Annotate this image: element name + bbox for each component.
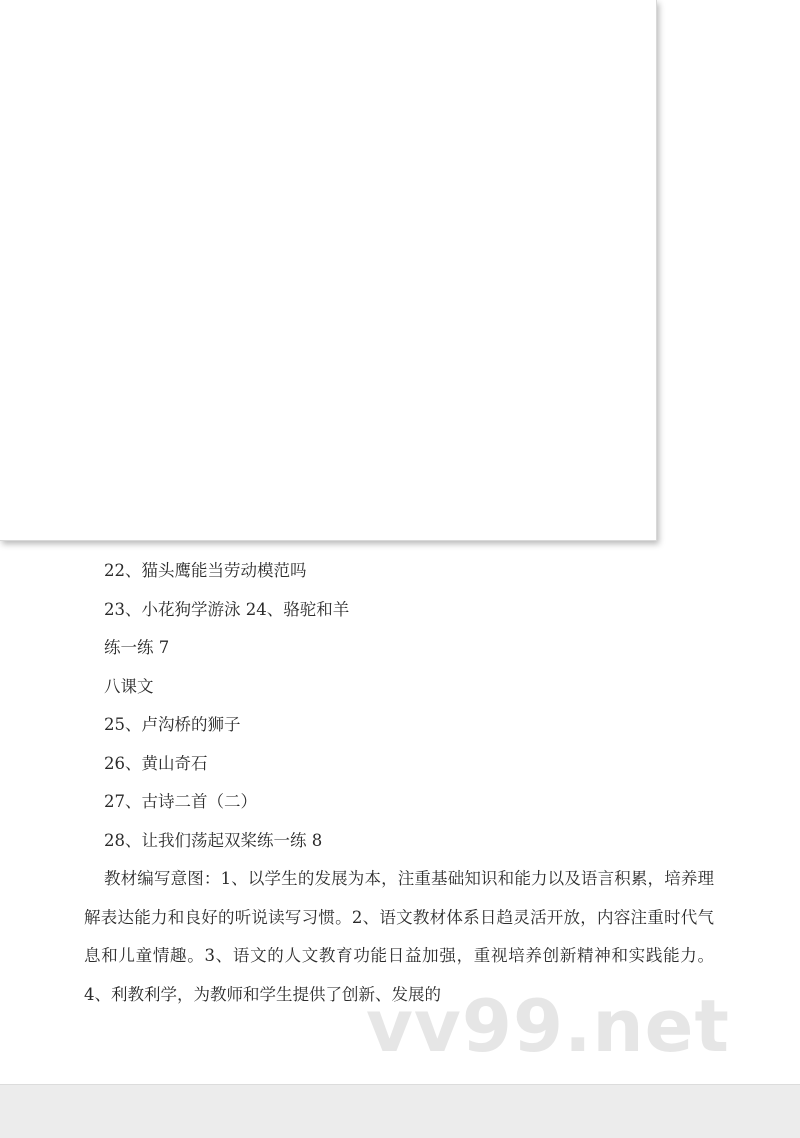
body-paragraph: 教材编写意图：1、以学生的发展为本，注重基础知识和能力以及语言积累，培养理解表达能力和良好的听说读写习惯。2、语文教材体系日趋灵活开放，内容注重时代气息和儿童情趣。3、语文的人文教育功能日益加强，重视培养创新精神和实践能力。4、利教利学，为教师和学生提供了创新、发展的 xyxy=(84,869,714,1004)
toc-line-23-24: 23、小花狗学游泳 24、骆驼和羊 xyxy=(104,599,350,619)
toc-line-practice-7: 练一练 7 xyxy=(104,638,170,657)
toc-line-22: 22、猫头鹰能当劳动模范吗 xyxy=(104,561,307,580)
toc-line-27: 27、古诗二首（二） xyxy=(104,792,257,811)
bottom-bar xyxy=(0,1084,800,1138)
toc-line-28: 28、让我们荡起双桨练一练 8 xyxy=(104,830,323,850)
toc-line-unit-8: 八课文 xyxy=(104,676,154,696)
toc-line-26: 26、黄山奇石 xyxy=(104,753,208,773)
document-body xyxy=(84,552,714,1031)
watermark: vv99.net xyxy=(366,984,730,1068)
toc-line-25: 25、卢沟桥的狮子 xyxy=(104,715,241,734)
blank-overlay-panel xyxy=(0,0,657,541)
